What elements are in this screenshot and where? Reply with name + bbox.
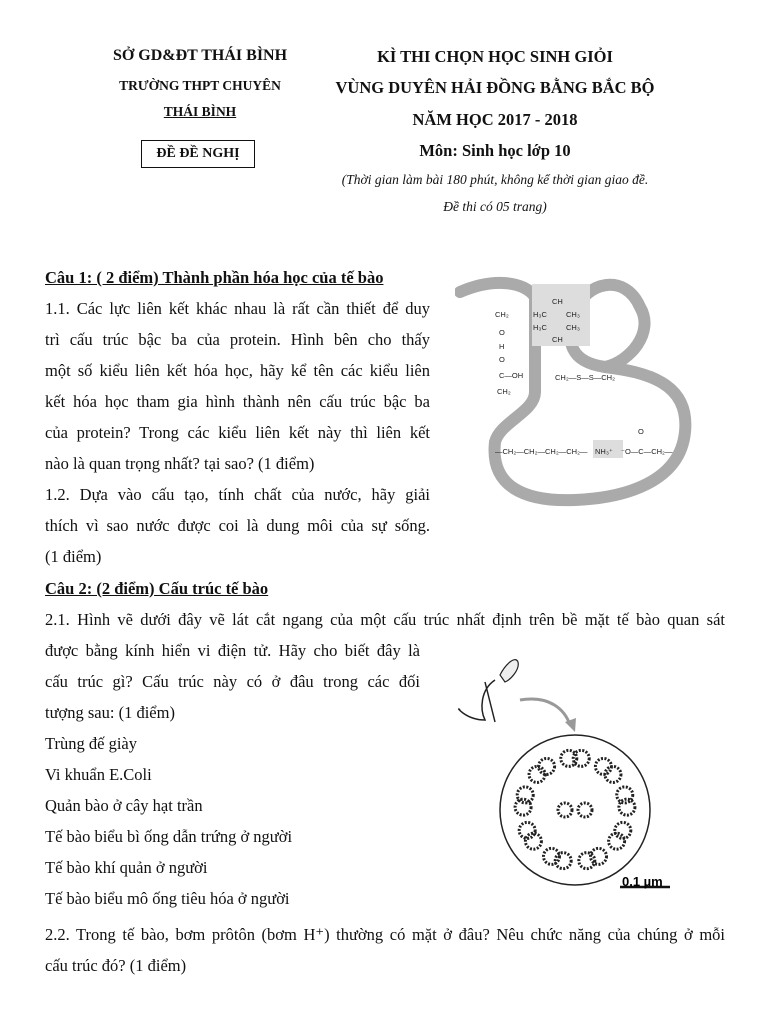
disulfide-label: CH₂—S—S—CH₂ [555, 373, 615, 382]
q1-line: của protein? Trong các kiểu liên kết này thì liên kết [45, 423, 430, 442]
option-item: Quản bào ở cây hạt trần [45, 796, 203, 815]
question-2-title [45, 573, 268, 604]
nh3-label: NH₃⁺ [595, 447, 613, 456]
q1-line: kết hóa học tham gia hình thành nên cấu trúc bậc ba [45, 392, 430, 411]
ch3-label: CH₃ [566, 323, 580, 332]
o-label: O [499, 328, 505, 337]
h3c-label: H₃C [533, 323, 547, 332]
question-1-title: Câu 1: ( 2 điểm) Thành phần hóa học của tế bào [45, 268, 384, 287]
exam-title-2: VÙNG DUYÊN HẢI ĐỒNG BẰNG BẮC BỘ [335, 78, 655, 97]
q1-line: thích vì sao nước được coi là dung môi của sự sống. [45, 516, 430, 535]
q1-line: 1.1. Các lực liên kết khác nhau là rất cần thiết để duy [45, 299, 430, 318]
q2-line: cấu trúc gì? Cấu trúc này có ở đâu trong các đối [45, 672, 420, 691]
option-item: Trùng đế giày [45, 734, 137, 753]
h3c-label: H₃C [533, 310, 547, 319]
h-label: H [499, 342, 505, 351]
o-label: O [638, 427, 644, 436]
question-2-title-text: Câu 2: (2 điểm) Cấu trúc tế bào [45, 579, 269, 598]
time-note-1: (Thời gian làm bài 180 phút, không kể thời gian giao đề. [341, 172, 649, 187]
time-note-2: Đề thi có 05 trang) [443, 199, 547, 214]
q1-line: 1.2. Dựa vào cấu tạo, tính chất của nước, hãy giải [45, 485, 430, 504]
ch2-label: CH₂ [495, 310, 509, 319]
protein-bond-figure [455, 262, 730, 512]
chain-right-label: ⁻O—C—CH₂— [621, 447, 673, 456]
scale-label: 0.1 µm [622, 874, 663, 889]
cilia-cross-section-figure [450, 650, 690, 900]
department-name: SỞ GD&ĐT THÁI BÌNH [112, 47, 288, 64]
exam-badge: ĐỀ ĐỀ NGHỊ [141, 140, 255, 168]
school-line-2: THÁI BÌNH [163, 104, 237, 119]
question-1 [45, 262, 430, 572]
question-2-body [45, 635, 420, 914]
subject: Môn: Sinh học lớp 10 [419, 141, 571, 160]
option-item: Tế bào biểu bì ống dẫn trứng ở người [45, 827, 293, 846]
school-line-1: TRƯỜNG THPT CHUYÊN [119, 78, 281, 93]
ch2-label: CH₂ [497, 387, 511, 396]
q2-line: được bằng kính hiển vi điện tử. Hãy cho biết đây là [45, 641, 420, 660]
option-item: Tế bào khí quản ở người [45, 858, 208, 877]
ch3-label: CH₃ [566, 310, 580, 319]
chain-left-label: —CH₂—CH₂—CH₂—CH₂— [495, 447, 588, 456]
option-item: Tế bào biểu mô ống tiêu hóa ở người [45, 889, 290, 908]
option-item: Vi khuẩn E.Coli [45, 765, 152, 784]
q1-line: trì cấu trúc bậc ba của protein. Hình bên cho thấy [45, 330, 430, 349]
o-label: O [499, 355, 505, 364]
exam-title-1: KÌ THI CHỌN HỌC SINH GIỎI [377, 47, 613, 66]
school-year: NĂM HỌC 2017 - 2018 [412, 110, 578, 129]
q22-line-1: 2.2. Trong tế bào, bơm prôtôn (bơm H⁺) thường có mặt ở đâu? Nêu chức năng của chúng ở mỗi [45, 925, 725, 944]
ch-label: CH [552, 335, 563, 344]
ch-label: CH [552, 297, 563, 306]
q2-line: tượng sau: (1 điểm) [45, 703, 175, 722]
c-oh-label: C—OH [499, 371, 524, 380]
q1-line: một số kiểu liên kết hóa học, hãy kể tên các kiểu liên [45, 361, 430, 380]
q1-line: (1 điểm) [45, 547, 102, 566]
q22-line-2: cấu trúc đó? (1 điểm) [45, 956, 187, 975]
q1-line: nào là quan trọng nhất? tại sao? (1 điểm) [45, 454, 315, 473]
q2-line-full: 2.1. Hình vẽ dưới đây vẽ lát cắt ngang của một cấu trúc nhất định trên bề mặt tế bào quan sát [45, 610, 725, 629]
